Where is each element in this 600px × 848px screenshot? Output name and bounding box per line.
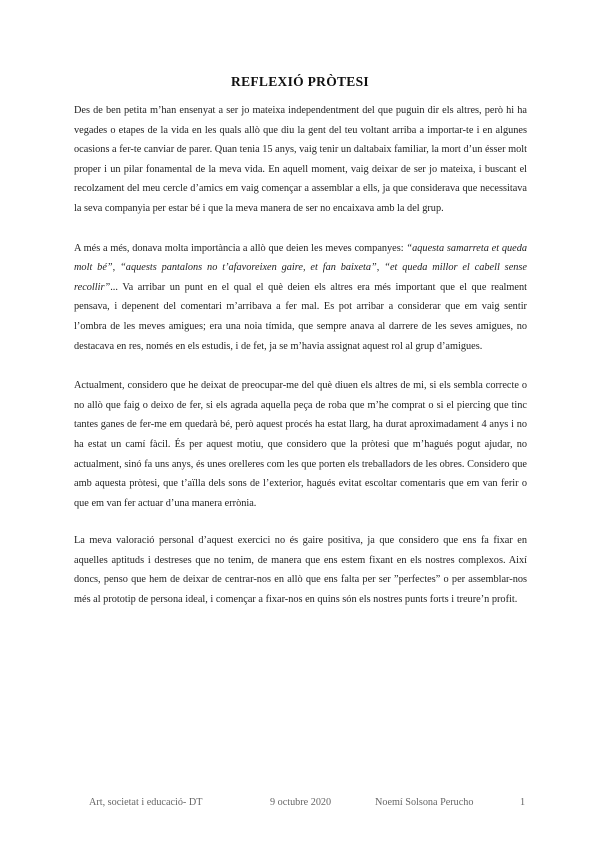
quote-1: “aquesta samarreta et queda molt bé” xyxy=(74,242,527,274)
document-body xyxy=(74,101,527,630)
footer-page-number: 1 xyxy=(520,797,526,808)
paragraph-3: Actualment, considero que he deixat de preocupar-me del què diuen els altres de mi, si els sembla correcte o no allò que faig o deixo de fer, si els agrada aquella peça de roba que m’he comprat o si el piercing que tinc tantes ganes de fer-me em quedarà bé, però aquest procés ha estat llarg, ha durat aproximadament 4 anys i no ha estat un camí fàcil. És per aquest motiu, que considero que la pròtesi que m’hagués pogut ajudar, no actualment, sinó fa uns anys, és unes orelleres com les que porten els treballadors de les obres. Considero que amb aquesta pròtesi, que t’aïlla dels sons de l’exterior, hagués evitat escoltar comentaris que em van ferir o que em van fer actuar d’una manera errònia. xyxy=(74,380,527,509)
paragraph-2-intro: A més a més, donava molta importància a allò que deien les meves companyes: xyxy=(74,242,407,254)
paragraph-2-rest: ... Va arribar un punt en el qual el què deien els altres era més important que el que realment pensava, i depenent del comentari m’arribava a fer mal. Es pot arribar a considerar que em vaig sentir l’ombra de les meves amigues; era una noia tímida, que sempre anava al darrere de les seves amigues, no destacava en res, només en els estudis, i de fet, ja se m’havia assignat aquest rol al grup d’amigues. xyxy=(74,281,527,352)
quote-3: “et queda millor el cabell sense recollir” xyxy=(74,262,527,293)
paragraph-1: Des de ben petita m’han ensenyat a ser jo mateixa independentment del que puguin dir els altres, però hi ha vegades o etapes de la vida en les quals allò que diu la gent del teu voltant arriba a importar-te i en algunes ocasions a fer-te canviar de parer. Quan tenia 15 anys, vaig tenir un daltabaix familiar, la mort d’un ésser molt proper i un pilar fonamental de la meva vida. En aquell moment, vaig deixar de ser jo mateixa, i buscant el recolzament del meu cercle d’amics em vaig començar a assemblar a ells, ja que considerava que necessitava la seva companyia per estar bé i que la meva manera de ser no encaixava amb la del grup. xyxy=(74,105,527,214)
footer-date: 9 octubre 2020 xyxy=(270,797,332,808)
paragraph-2 xyxy=(74,239,527,357)
footer-author: Noemí Solsona Perucho xyxy=(375,797,474,808)
footer-course: Art, societat i educació- DT xyxy=(89,797,203,808)
quote-separator-2: , xyxy=(376,262,385,274)
page-title: REFLEXIÓ PRÒTESI xyxy=(231,74,369,89)
paragraph-4: La meva valoració personal d’aquest exercici no és gaire positiva, ja que considero que ens fa fixar en aquelles aptituds i destreses que no tenim, de manera que ens estem fixant en els nostres complexos. Així doncs, penso que hem de deixar de centrar-nos en allò que ens falta per ser ”perfectes” o per assemblar-nos més al prototip de persona ideal, i començar a fixar-nos en quins són els nostres punts forts i treure’n profit. xyxy=(74,535,527,606)
quote-separator-1: , xyxy=(112,262,121,274)
quote-2: “aquests pantalons no t’afavoreixen gaire, et fan baixeta” xyxy=(120,262,377,274)
page-footer xyxy=(0,797,600,813)
